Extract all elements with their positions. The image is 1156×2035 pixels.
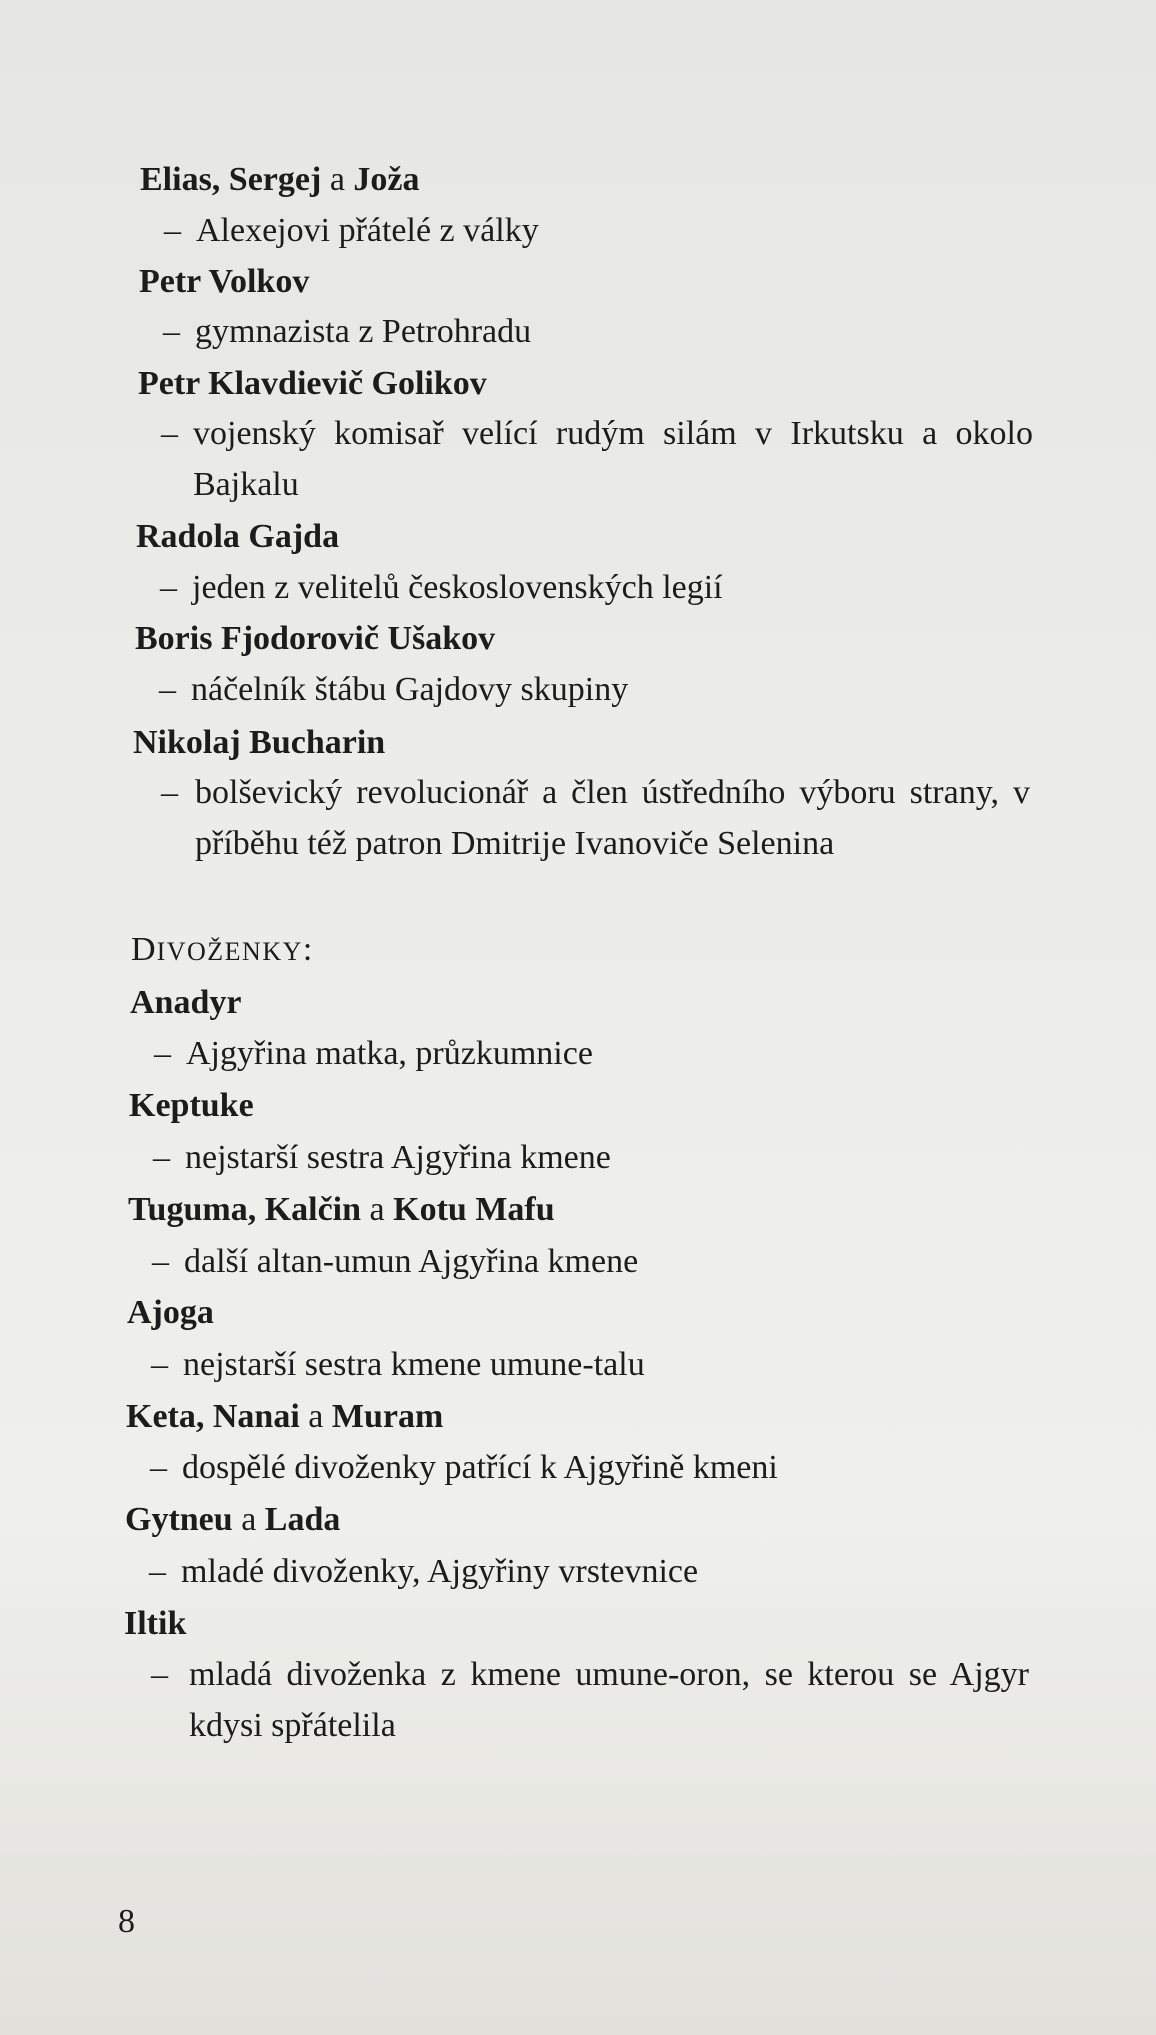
entry-description: – dospělé divoženky patřící k Ajgyřině kmeni (182, 1442, 1022, 1493)
dash: – (163, 313, 180, 350)
entry-description: – náčelník štábu Gajdovy skupiny (191, 664, 1031, 715)
entry-name (138, 364, 487, 404)
name-text: Kotu Mafu (393, 1191, 555, 1228)
dash: – (151, 1346, 168, 1383)
entry-description: – bolševický revolucionář a člen ústředního výboru strany, v příběhu též patron Dmitrije Ivanoviče Selenina (195, 767, 1030, 869)
name-text: Joža (353, 161, 420, 198)
entry-name (140, 160, 420, 200)
conjunction-text: a (321, 161, 354, 198)
name-text: Iltik (124, 1605, 187, 1642)
entry-name (129, 1086, 254, 1126)
name-text: Anadyr (130, 984, 242, 1021)
entry-name (127, 1293, 214, 1333)
entry-description: – vojenský komisař velící rudým silám v Irkutsku a okolo Bajkalu (193, 408, 1033, 510)
entry-description: – gymnazista z Petrohradu (195, 306, 1035, 357)
page-number: 8 (118, 1903, 135, 1940)
dash: – (150, 1449, 167, 1486)
name-text: Ajoga (127, 1294, 214, 1331)
conjunction-text: a (232, 1501, 265, 1538)
name-text: Petr Klavdievič Golikov (138, 365, 487, 402)
entry-name (130, 983, 241, 1023)
name-text: Muram (331, 1398, 444, 1435)
dash: – (153, 1139, 170, 1176)
entry-description: – další altan-umun Ajgyřina kmene (184, 1236, 1024, 1287)
entry-name (126, 1397, 443, 1437)
entry-name (133, 723, 385, 763)
name-text: Lada (264, 1501, 341, 1538)
entry-name (139, 262, 309, 302)
dash: – (164, 212, 181, 249)
name-text: Keta, Nanai (126, 1398, 300, 1435)
name-text: Boris Fjodorovič Ušakov (135, 620, 496, 657)
section-heading: DIVOŽENKY: (131, 931, 314, 968)
entry-name (124, 1604, 186, 1644)
entry-description: – Ajgyřina matka, průzkumnice (186, 1028, 1026, 1079)
name-text: Elias, Sergej (140, 161, 322, 198)
entry-description: – mladé divoženky, Ajgyřiny vrstevnice (181, 1546, 1021, 1597)
entry-description: – nejstarší sestra kmene umune-talu (183, 1339, 1023, 1390)
entry-description: – Alexejovi přátelé z války (196, 205, 1036, 256)
name-text: Petr Volkov (139, 263, 310, 300)
entry-name (125, 1500, 340, 1540)
entry-name (135, 619, 495, 659)
entry-description: – jeden z velitelů československých legií (192, 562, 1032, 613)
entry-description: – mladá divoženka z kmene umune-oron, se kterou se Ajgyr kdysi spřátelila (189, 1649, 1029, 1751)
entry-name (136, 517, 339, 557)
name-text: Tuguma, Kalčin (128, 1191, 362, 1228)
dash: – (161, 774, 178, 811)
conjunction-text: a (361, 1191, 394, 1228)
conjunction-text: a (299, 1398, 332, 1435)
dash: – (161, 415, 178, 452)
dash: – (149, 1553, 166, 1590)
dash: – (160, 569, 177, 606)
dash: – (152, 1243, 169, 1280)
dash: – (159, 671, 176, 708)
name-text: Keptuke (129, 1087, 254, 1124)
name-text: Radola Gajda (136, 518, 340, 555)
entry-description: – nejstarší sestra Ajgyřina kmene (185, 1132, 1025, 1183)
name-text: Nikolaj Bucharin (133, 724, 386, 761)
name-text: Gytneu (125, 1501, 233, 1538)
dash: – (154, 1035, 171, 1072)
dash: – (151, 1656, 168, 1693)
entry-name (128, 1190, 555, 1230)
